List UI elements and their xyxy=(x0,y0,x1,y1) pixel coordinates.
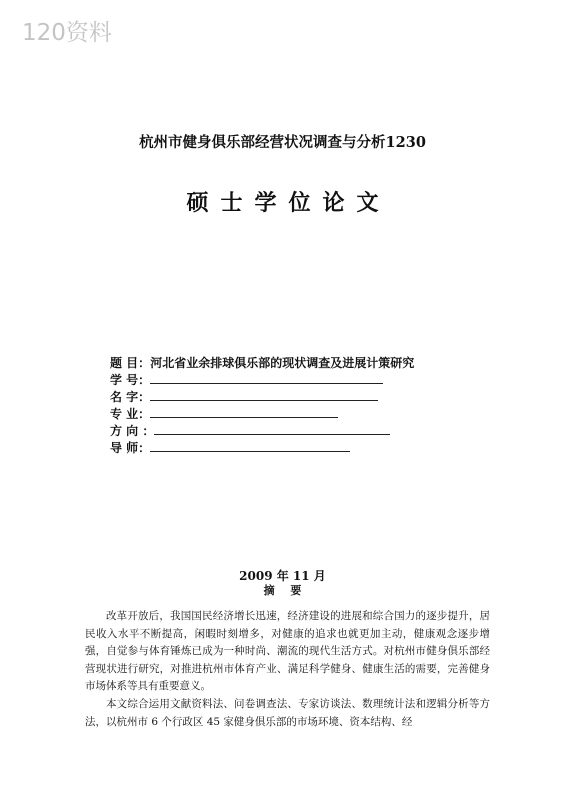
direction-blank-line xyxy=(154,423,390,435)
field-major-label: 专 业： xyxy=(110,407,151,421)
major-blank-line xyxy=(150,406,338,418)
watermark-logo: 120资料 xyxy=(22,20,112,46)
field-advisor-label: 导 师： xyxy=(110,441,151,455)
thesis-info-fields xyxy=(110,355,414,457)
document-title: 杭州市健身俱乐部经营状况调查与分析1230 xyxy=(139,134,426,151)
field-topic xyxy=(110,355,414,372)
abstract-body xyxy=(85,608,490,731)
field-topic-value: 河北省业余排球俱乐部的现状调查及进展计策研究 xyxy=(150,356,415,370)
degree-title: 硕士学位论文 xyxy=(186,191,391,216)
field-major xyxy=(110,406,414,423)
field-student-id xyxy=(110,372,414,389)
abstract-paragraph: 本文综合运用文献资料法、问卷调查法、专家访谈法、数理统计法和逻辑分析等方法，以杭州市 6 个行政区 45 家健身俱乐部的市场环境、资本结构、经 xyxy=(85,697,490,728)
thesis-date: 2009 年 11 月 xyxy=(239,569,326,583)
field-topic-label: 题 目： xyxy=(110,356,151,370)
abstract-heading: 摘 要 xyxy=(263,584,308,597)
field-name-label: 名 字： xyxy=(110,390,151,404)
field-direction-label: 方 向 ： xyxy=(110,424,155,438)
abstract-paragraph: 改革开放后，我国国民经济增长迅速，经济建设的进展和综合国力的逐步提升，居民收入水平不断提高，闲暇时刻增多，对健康的追求也就更加主动，健康观念逐步增强，自觉参与体育锤炼已成为一种时尚、潮流的现代生活方式。对杭州市健身俱乐部经营现状进行研究，对推进杭州市体育产业、满足科学健身、健康生活的需要，完善健身市场体系等具有重要意义。 xyxy=(85,610,490,693)
field-student-id-label: 学 号： xyxy=(110,373,151,387)
field-name xyxy=(110,389,414,406)
field-advisor xyxy=(110,440,414,457)
advisor-blank-line xyxy=(150,440,350,452)
student-id-blank-line xyxy=(150,372,383,384)
field-direction xyxy=(110,423,414,440)
name-blank-line xyxy=(150,389,378,401)
